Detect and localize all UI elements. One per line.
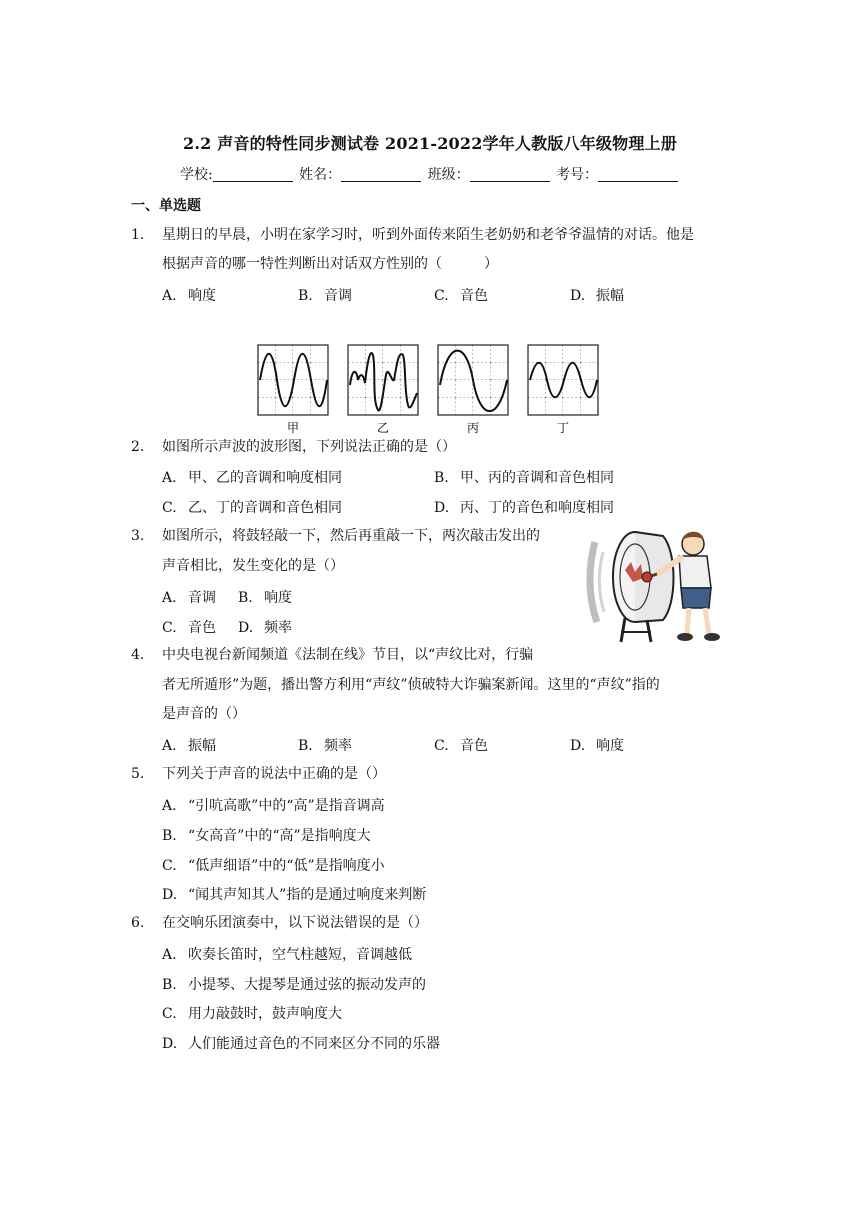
page-title: 2.2 声音的特性同步测试卷 2021-2022学年人教版八年级物理上册 bbox=[183, 134, 677, 153]
school-blank bbox=[213, 167, 293, 182]
figure-label-jia: 甲 bbox=[286, 421, 300, 435]
q2-option-d[interactable]: D. 丙、丁的音色和响度相同 bbox=[434, 500, 614, 516]
question-number: 1. bbox=[131, 227, 145, 243]
class-blank bbox=[470, 167, 550, 182]
waveform-figure bbox=[255, 340, 605, 435]
q3-option-c[interactable]: C. 音色 bbox=[162, 620, 216, 636]
question-number: 2. bbox=[131, 439, 145, 455]
q4-option-b[interactable]: B. 频率 bbox=[298, 738, 352, 754]
question-4-line-1: 中央电视台新闻频道《法制在线》节目，以“声纹比对，行骗 bbox=[162, 647, 534, 663]
exam-no-blank bbox=[598, 167, 678, 182]
waveform-jia bbox=[258, 345, 328, 415]
q6-option-d[interactable]: D. 人们能通过音色的不同来区分不同的乐器 bbox=[162, 1036, 440, 1052]
question-1-line-1: 星期日的早晨，小明在家学习时，听到外面传来陌生老奶奶和老爷爷温情的对话。他是 bbox=[162, 227, 694, 243]
q3-option-b[interactable]: B. 响度 bbox=[238, 590, 292, 606]
school-label: 学校: bbox=[179, 167, 213, 183]
question-number: 6. bbox=[131, 915, 145, 931]
question-3-line-2: 声音相比，发生变化的是（） bbox=[162, 558, 344, 574]
q2-option-a[interactable]: A. 甲、乙的音调和响度相同 bbox=[162, 470, 342, 486]
question-number: 5. bbox=[131, 766, 145, 782]
question-number: 3. bbox=[131, 528, 145, 544]
name-blank bbox=[341, 167, 421, 182]
waveform-bing bbox=[438, 345, 508, 415]
question-3-line-1: 如图所示，将鼓轻敲一下，然后再重敲一下，两次敲击发出的 bbox=[162, 528, 540, 544]
q1-option-c[interactable]: C. 音色 bbox=[434, 288, 488, 304]
q6-option-b[interactable]: B. 小提琴、大提琴是通过弦的振动发声的 bbox=[162, 977, 426, 993]
waveform-yi bbox=[348, 345, 418, 415]
q4-option-c[interactable]: C. 音色 bbox=[434, 738, 488, 754]
figure-label-ding: 丁 bbox=[556, 421, 570, 435]
q1-option-a[interactable]: A. 响度 bbox=[162, 288, 216, 304]
section-title: 一、单选题 bbox=[131, 198, 201, 214]
name-label: 姓名： bbox=[299, 167, 342, 183]
question-number: 4. bbox=[131, 647, 145, 663]
q5-option-b[interactable]: B. “女高音”中的“高”是指响度大 bbox=[162, 828, 371, 844]
q3-option-d[interactable]: D. 频率 bbox=[238, 620, 292, 636]
drum-illustration bbox=[585, 522, 730, 644]
q5-option-c[interactable]: C. “低声细语”中的“低”是指响度小 bbox=[162, 858, 385, 874]
sound-arc bbox=[590, 542, 597, 622]
q5-option-a[interactable]: A. “引吭高歌”中的“高”是指音调高 bbox=[162, 798, 385, 814]
question-2-line-1: 如图所示声波的波形图，下列说法正确的是（） bbox=[162, 439, 456, 455]
class-label: 班级： bbox=[427, 167, 470, 183]
exam-no-label: 考号： bbox=[556, 167, 599, 183]
q1-option-d[interactable]: D. 振幅 bbox=[570, 288, 624, 304]
student-info-line bbox=[0, 164, 860, 184]
q2-option-b[interactable]: B. 甲、丙的音调和音色相同 bbox=[434, 470, 614, 486]
q5-option-d[interactable]: D. “闻其声知其人”指的是通过响度来判断 bbox=[162, 887, 427, 903]
q6-option-a[interactable]: A. 吹奏长笛时，空气柱越短，音调越低 bbox=[162, 947, 412, 963]
q6-option-c[interactable]: C. 用力敲鼓时，鼓声响度大 bbox=[162, 1006, 342, 1022]
q4-option-d[interactable]: D. 响度 bbox=[570, 738, 624, 754]
q2-option-c[interactable]: C. 乙、丁的音调和音色相同 bbox=[162, 500, 342, 516]
question-4-line-2: 者无所遁形”为题，播出警方利用“声纹”侦破特大诈骗案新闻。这里的“声纹”指的 bbox=[162, 677, 660, 693]
q4-option-a[interactable]: A. 振幅 bbox=[162, 738, 216, 754]
waveform-ding bbox=[528, 345, 598, 415]
question-5-line-1: 下列关于声音的说法中正确的是（） bbox=[162, 766, 386, 782]
question-1-line-2: 根据声音的哪一特性判断出对话双方性别的（ ） bbox=[162, 256, 498, 272]
question-4-line-3: 是声音的（） bbox=[162, 706, 246, 722]
figure-label-bing: 丙 bbox=[466, 421, 480, 435]
q3-option-a[interactable]: A. 音调 bbox=[162, 590, 216, 606]
q1-option-b[interactable]: B. 音调 bbox=[298, 288, 352, 304]
figure-label-yi: 乙 bbox=[376, 421, 390, 435]
question-6-line-1: 在交响乐团演奏中，以下说法错误的是（） bbox=[162, 915, 428, 931]
